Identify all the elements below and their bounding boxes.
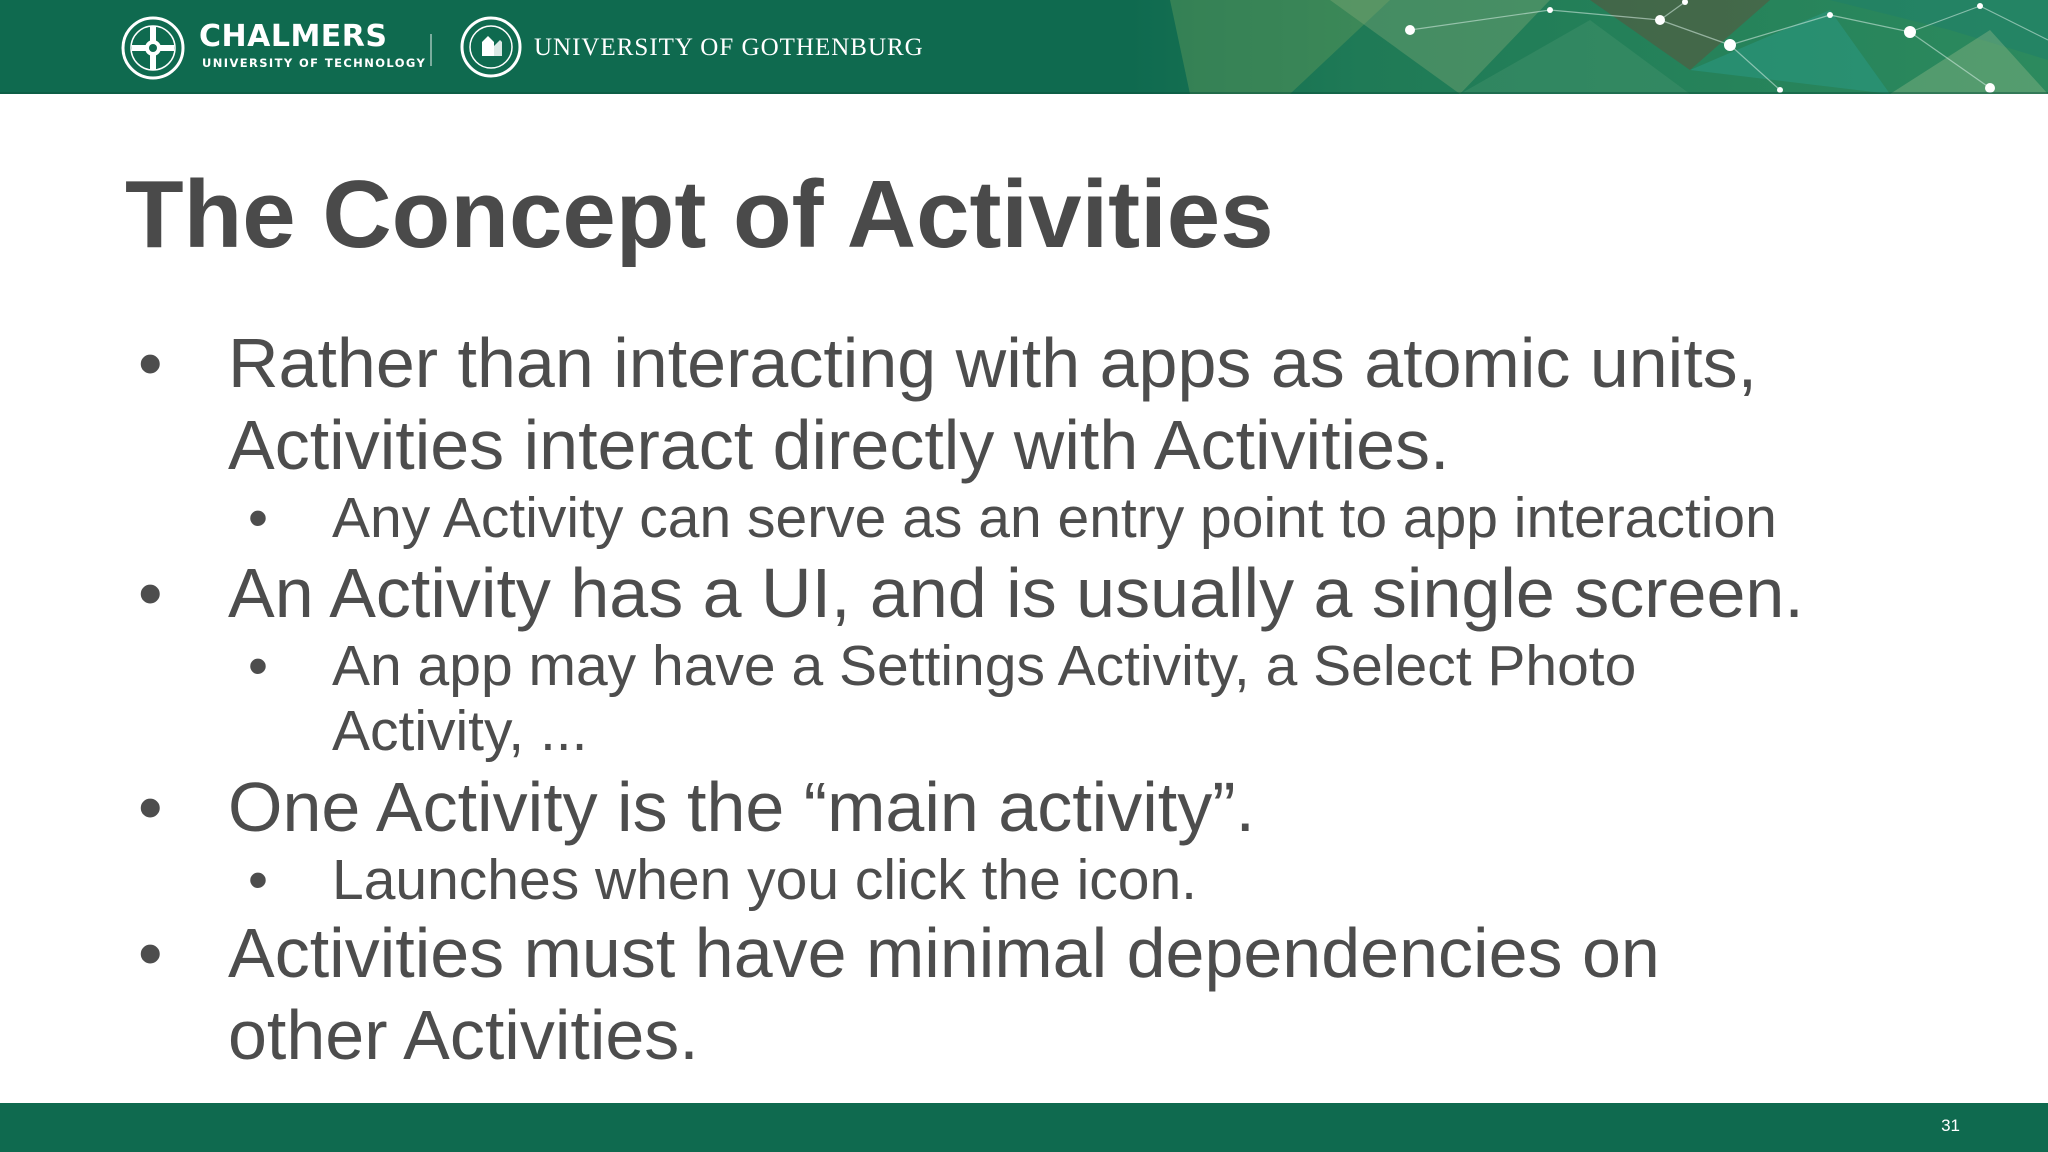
- bullet-item: [138, 912, 1660, 994]
- bullet-dot: •: [138, 914, 163, 992]
- bullet-item: [138, 322, 1758, 404]
- bullet-text: Activities must have minimal dependencies on: [228, 914, 1660, 992]
- sub-bullet-item: [248, 634, 1637, 699]
- slide-title: The Concept of Activities: [125, 161, 1274, 268]
- sub-bullet-continuation: [332, 699, 587, 764]
- page-number: 31: [1941, 1116, 1960, 1135]
- bullet-dot: •: [138, 768, 163, 846]
- gothenburg-wordmark: UNIVERSITY OF GOTHENBURG: [534, 34, 924, 61]
- bullet-text: Activities interact directly with Activities.: [228, 406, 1450, 484]
- sub-bullet-text: Activity, ...: [332, 699, 588, 763]
- chalmers-wordmark: CHALMERS: [199, 19, 388, 54]
- bullet-text: One Activity is the “main activity”.: [228, 768, 1255, 846]
- sub-bullet-item: [248, 848, 1198, 913]
- sub-bullet-dot: •: [248, 634, 268, 698]
- sub-bullet-dot: •: [248, 848, 268, 912]
- bullet-text: Rather than interacting with apps as atomic units,: [228, 324, 1758, 402]
- bullet-dot: •: [138, 324, 163, 402]
- bullet-text: other Activities.: [228, 996, 699, 1074]
- sub-bullet-text: Launches when you click the icon.: [332, 848, 1198, 912]
- bullet-text: An Activity has a UI, and is usually a single screen.: [228, 554, 1804, 632]
- chalmers-subtitle: UNIVERSITY OF TECHNOLOGY: [202, 56, 427, 70]
- bullet-item: [138, 552, 1804, 634]
- sub-bullet-item: [248, 486, 1777, 551]
- bullet-continuation: [228, 404, 1449, 486]
- sub-bullet-text: Any Activity can serve as an entry point to app interaction: [332, 486, 1777, 550]
- sub-bullet-text: An app may have a Settings Activity, a Select Photo: [332, 634, 1637, 698]
- bullet-item: [138, 766, 1255, 848]
- bullet-dot: •: [138, 554, 163, 632]
- footer-bar: [0, 1103, 2048, 1152]
- bullet-continuation: [228, 994, 699, 1076]
- sub-bullet-dot: •: [248, 486, 268, 550]
